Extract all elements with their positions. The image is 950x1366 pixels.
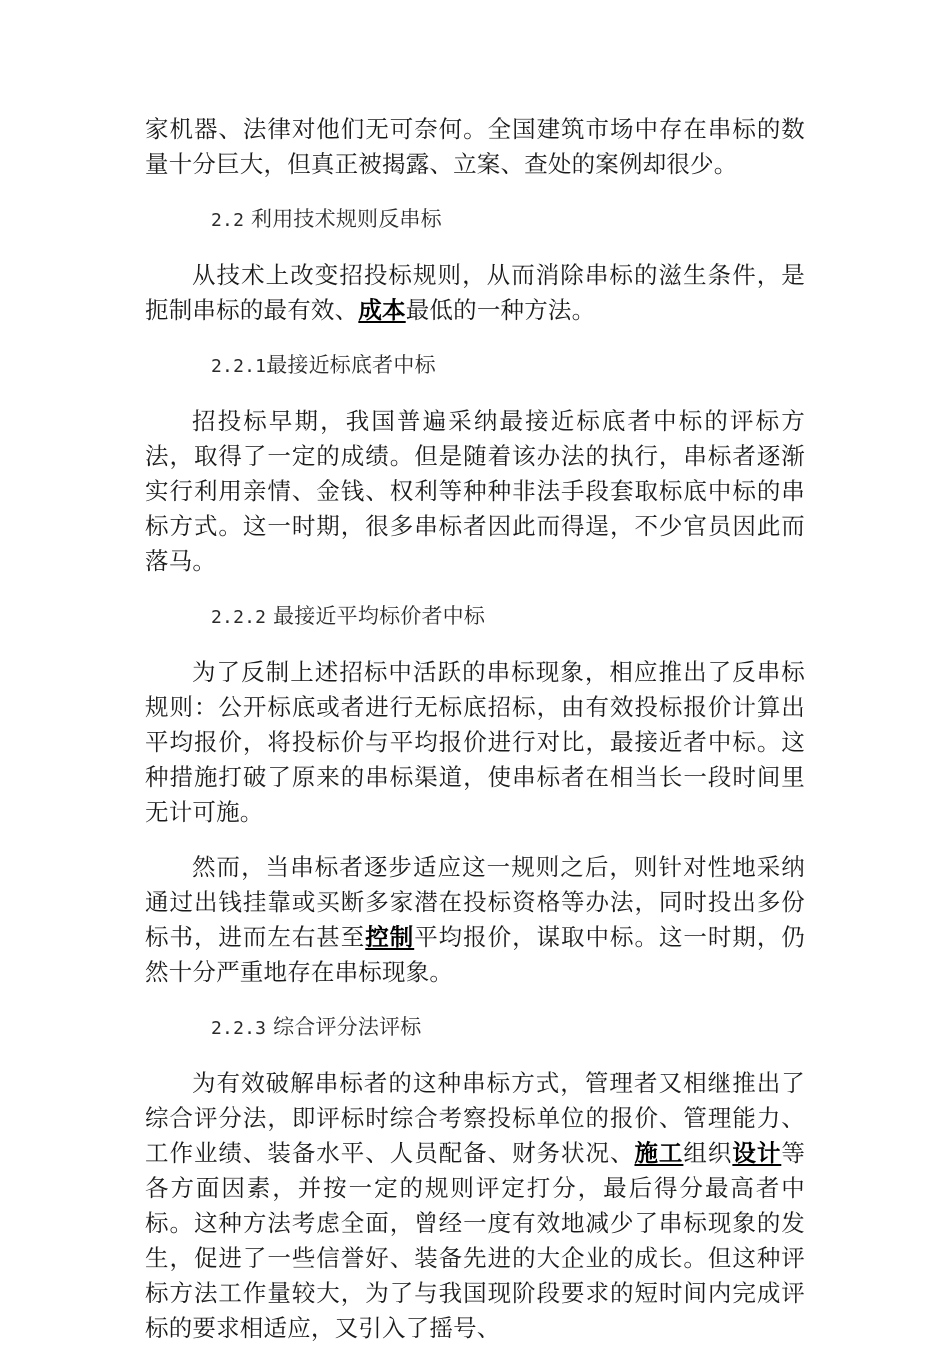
paragraph-comprehensive-scoring (145, 1066, 805, 1346)
document-body (145, 112, 805, 1366)
section-heading-2-2-3 (145, 1010, 805, 1046)
paragraph-text: 组织 (683, 1139, 733, 1167)
link-construction[interactable]: 施工 (634, 1139, 684, 1167)
section-title: 最接近平均标价者中标 (273, 604, 486, 628)
section-heading-2-2 (145, 202, 805, 238)
paragraph-text: 最低的一种方法。 (405, 296, 596, 324)
paragraph-text: 从技术上改变招投标规则，从而消除串标的滋生条件，是扼制串标的最有效、 (145, 261, 805, 324)
paragraph-adaptation (145, 850, 805, 990)
link-cost[interactable]: 成本 (358, 296, 406, 324)
paragraph-text: 家机器、法律对他们无可奈何。全国建筑市场中存在串标的数量十分巨大，但真正被揭露、立案、查处的案例却很少。 (145, 115, 805, 178)
section-number: 2.2.1 (211, 356, 267, 377)
section-title: 综合评分法评标 (273, 1015, 422, 1039)
section-title: 利用技术规则反串标 (251, 207, 442, 231)
section-heading-2-2-1 (145, 348, 805, 384)
link-control[interactable]: 控制 (365, 923, 415, 951)
section-heading-2-2-2 (145, 599, 805, 635)
section-number: 2.2.2 (211, 607, 267, 628)
paragraph-text: 招投标早期，我国普遍采纳最接近标底者中标的评标方法，取得了一定的成绩。但是随着该办法的执行，串标者逐渐实行利用亲情、金钱、权利等种种非法手段套取标底中标的串标方式。这一时期，很多串标者因此而得逞，不少官员因此而落马。 (145, 407, 805, 575)
section-number: 2.2.3 (211, 1018, 267, 1039)
link-design[interactable]: 设计 (732, 1139, 782, 1167)
paragraph-continued (145, 112, 805, 182)
paragraph-text: 等各方面因素，并按一定的规则评定打分，最后得分最高者中标。这种方法考虑全面，曾经一度有效地减少了串标现象的发生，促进了一些信誉好、装备先进的大企业的成长。但这种评标方法工作量较大，为了与我国现阶段要求的短时间内完成评标的要求相适应，又引入了摇号、 (145, 1139, 806, 1342)
paragraph-average-price (145, 655, 805, 830)
paragraph-text: 平均报价，谋取中标。这一时期，仍然十分严重地存在串标现象。 (145, 923, 805, 986)
paragraph-text: 为了反制上述招标中活跃的串标现象，相应推出了反串标规则：公开标底或者进行无标底招标，由有效投标报价计算出平均报价，将投标价与平均报价进行对比，最接近者中标。这种措施打破了原来的串标渠道，使串标者在相当长一段时间里无计可施。 (145, 658, 805, 826)
paragraph-closest-to-base (145, 404, 805, 579)
section-title: 最接近标底者中标 (266, 353, 436, 377)
paragraph-text: 为有效破解串标者的这种串标方式，管理者又相继推出了综合评分法，即评标时综合考察投标单位的报价、管理能力、工作业绩、装备水平、人员配备、财务状况、 (145, 1069, 805, 1167)
section-number: 2.2 (211, 210, 245, 231)
paragraph-text: 然而，当串标者逐步适应这一规则之后，则针对性地采纳通过出钱挂靠或买断多家潜在投标资格等办法，同时投出多份标书，进而左右甚至 (145, 853, 805, 951)
paragraph-technical-rules (145, 258, 805, 328)
